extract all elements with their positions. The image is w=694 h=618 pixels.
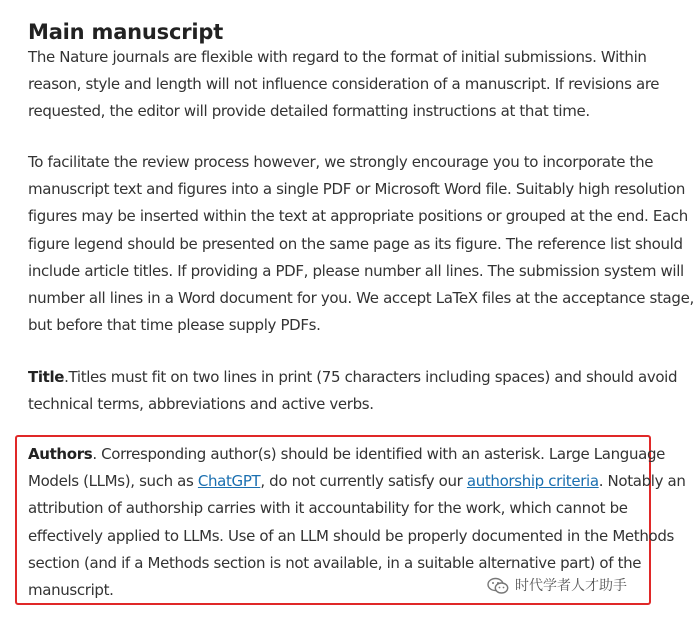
authors-text: . Notably an: [598, 472, 686, 491]
authors-line: effectively applied to LLMs. Use of an LLM should be properly documented in the Methods: [28, 526, 674, 545]
watermark-text: 时代学者人才助手: [515, 578, 627, 594]
authors-line: section (and if a Methods section is not available, in a suitable alternative part) of the: [28, 553, 642, 572]
review-line: number all lines in a Word document for you. We accept LaTeX files at the acceptance stage,: [28, 289, 694, 308]
review-line: figures may be inserted within the text at appropriate positions or grouped at the end. Each: [28, 207, 688, 226]
authors-line: attribution of authorship carries with it accountability for the work, which cannot be: [28, 499, 628, 518]
review-line: but before that time please supply PDFs.: [28, 316, 321, 335]
intro-line: requested, the editor will provide detailed formatting instructions at that time.: [28, 102, 590, 121]
authors-line: [28, 441, 666, 468]
review-paragraph: [28, 149, 694, 339]
authors-label: Authors: [28, 445, 93, 463]
wechat-icon: [487, 577, 509, 595]
review-line: figure legend should be presented on the same page as its figure. The reference list should: [28, 234, 683, 253]
title-paragraph: [28, 364, 678, 418]
review-line: To facilitate the review process however, we strongly encourage you to incorporate the: [28, 153, 654, 171]
authors-text: . Corresponding author(s) should be identified with an asterisk. Large Language: [92, 445, 666, 463]
review-line: include article titles. If providing a PDF, please number all lines. The submission system will: [28, 261, 684, 280]
intro-line: The Nature journals are flexible with regard to the format of initial submissions. Within: [28, 48, 647, 66]
title-text: .Titles must fit on two lines in print (75 characters including spaces) and should avoid: [64, 368, 678, 386]
intro-line: reason, style and length will not influence consideration of a manuscript. If revisions are: [28, 75, 660, 94]
watermark: [487, 576, 627, 596]
authors-line: manuscript.: [28, 581, 114, 600]
authorship-criteria-link[interactable]: authorship criteria: [466, 472, 599, 491]
title-label: Title: [28, 368, 65, 386]
authors-text: Models (LLMs), such as: [28, 472, 198, 491]
authors-text: , do not currently satisfy our: [260, 472, 467, 491]
review-line: manuscript text and figures into a single PDF or Microsoft Word file. Suitably high resolution: [28, 180, 685, 199]
section-heading: Main manuscript: [28, 20, 224, 44]
title-line: technical terms, abbreviations and active verbs.: [28, 395, 374, 414]
title-line: [28, 364, 678, 391]
authors-line: [28, 468, 686, 495]
intro-paragraph: [28, 44, 660, 126]
chatgpt-link[interactable]: ChatGPT: [197, 472, 261, 491]
